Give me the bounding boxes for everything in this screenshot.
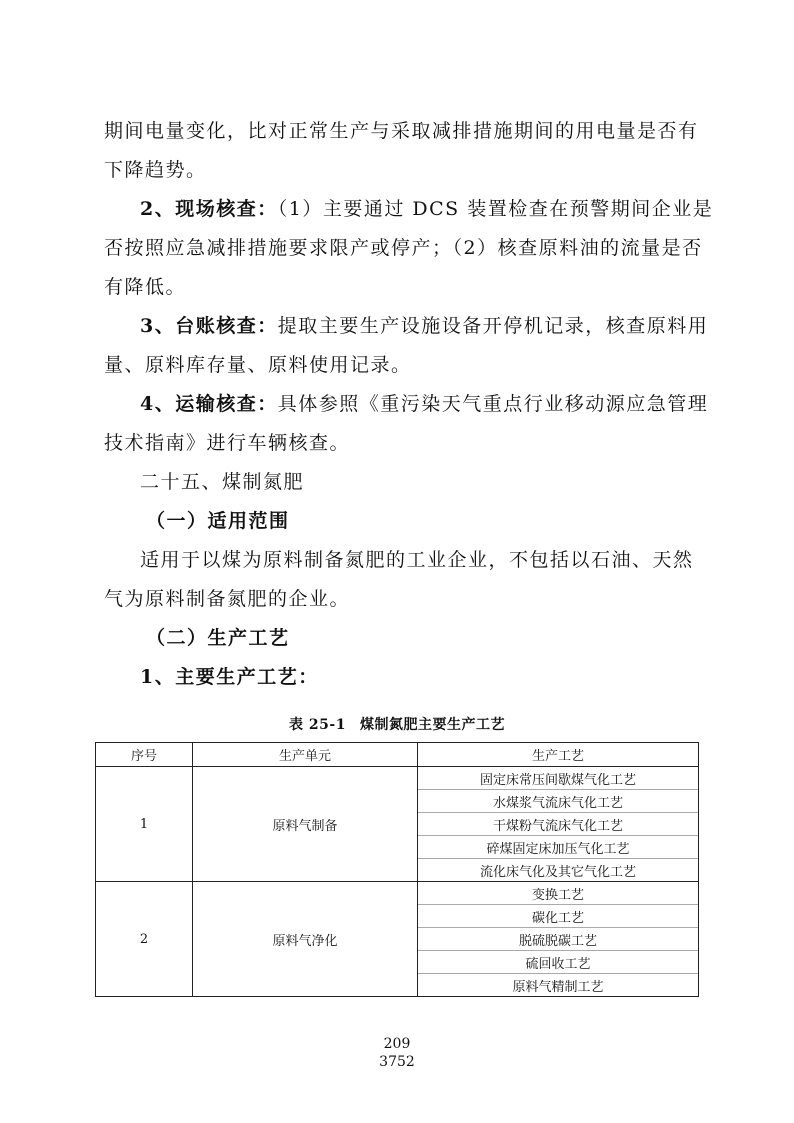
process-cell: 原料气精制工艺 <box>418 974 699 997</box>
process-cell: 变换工艺 <box>418 882 699 905</box>
paragraph-site-check <box>140 194 730 221</box>
process-table <box>95 742 699 997</box>
table-caption-title: 煤制氮肥主要生产工艺 <box>359 717 505 733</box>
table-caption <box>0 714 794 734</box>
subsection-heading-scope: （一）适用范围 <box>146 510 290 532</box>
item-heading-main-process: 1、主要生产工艺： <box>140 666 319 688</box>
header-seq: 序号 <box>96 743 193 767</box>
document-number: 3752 <box>379 1054 415 1070</box>
page-number: 209 <box>383 1036 411 1052</box>
unit-cell: 原料气净化 <box>193 882 418 997</box>
process-cell: 固定床常压间歇煤气化工艺 <box>418 767 699 790</box>
table-header-row <box>96 743 699 767</box>
table-row <box>96 767 699 790</box>
header-process: 生产工艺 <box>418 743 699 767</box>
process-cell: 碎煤固定床加压气化工艺 <box>418 836 699 859</box>
table-row <box>96 882 699 905</box>
paragraph-line: 量、原料库存量、原料使用记录。 <box>104 354 412 376</box>
paragraph-line: 有降低。 <box>104 276 187 298</box>
unit-cell: 原料气制备 <box>193 767 418 882</box>
site-check-text: （1）主要通过 DCS 装置检查在预警期间企业是 <box>277 198 714 220</box>
process-cell: 水煤浆气流床气化工艺 <box>418 790 699 813</box>
paragraph-line: 期间电量变化，比对正常生产与采取减排措施期间的用电量是否有 <box>104 120 699 142</box>
transport-check-label: 4、运输核查： <box>140 393 278 415</box>
subsection-heading-process: （二）生产工艺 <box>146 627 290 649</box>
process-cell: 硫回收工艺 <box>418 951 699 974</box>
paragraph-ledger-check <box>140 311 730 338</box>
paragraph-transport-check <box>140 389 730 416</box>
site-check-label: 2、现场核查： <box>140 198 278 220</box>
ledger-check-label: 3、台账核查： <box>140 315 278 337</box>
paragraph-line: 适用于以煤为原料制备氮肥的工业企业，不包括以石油、天然 <box>140 549 694 571</box>
paragraph-line: 技术指南》进行车辆核查。 <box>104 432 351 454</box>
header-unit: 生产单元 <box>193 743 418 767</box>
process-cell: 流化床气化及其它气化工艺 <box>418 859 699 882</box>
ledger-check-text: 提取主要生产设施设备开停机记录，核查原料用 <box>277 315 709 337</box>
seq-cell: 1 <box>96 767 193 882</box>
process-cell: 干煤粉气流床气化工艺 <box>418 813 699 836</box>
section-heading: 二十五、煤制氮肥 <box>140 471 305 493</box>
seq-cell: 2 <box>96 882 193 997</box>
paragraph-line: 否按照应急减排措施要求限产或停产；（2）核查原料油的流量是否 <box>104 237 703 259</box>
paragraph-line: 下降趋势。 <box>104 159 207 181</box>
table-caption-number: 表 25-1 <box>289 717 346 733</box>
process-cell: 脱硫脱碳工艺 <box>418 928 699 951</box>
transport-check-text: 具体参照《重污染天气重点行业移动源应急管理 <box>277 393 709 415</box>
process-cell: 碳化工艺 <box>418 905 699 928</box>
paragraph-line: 气为原料制备氮肥的企业。 <box>104 588 351 610</box>
